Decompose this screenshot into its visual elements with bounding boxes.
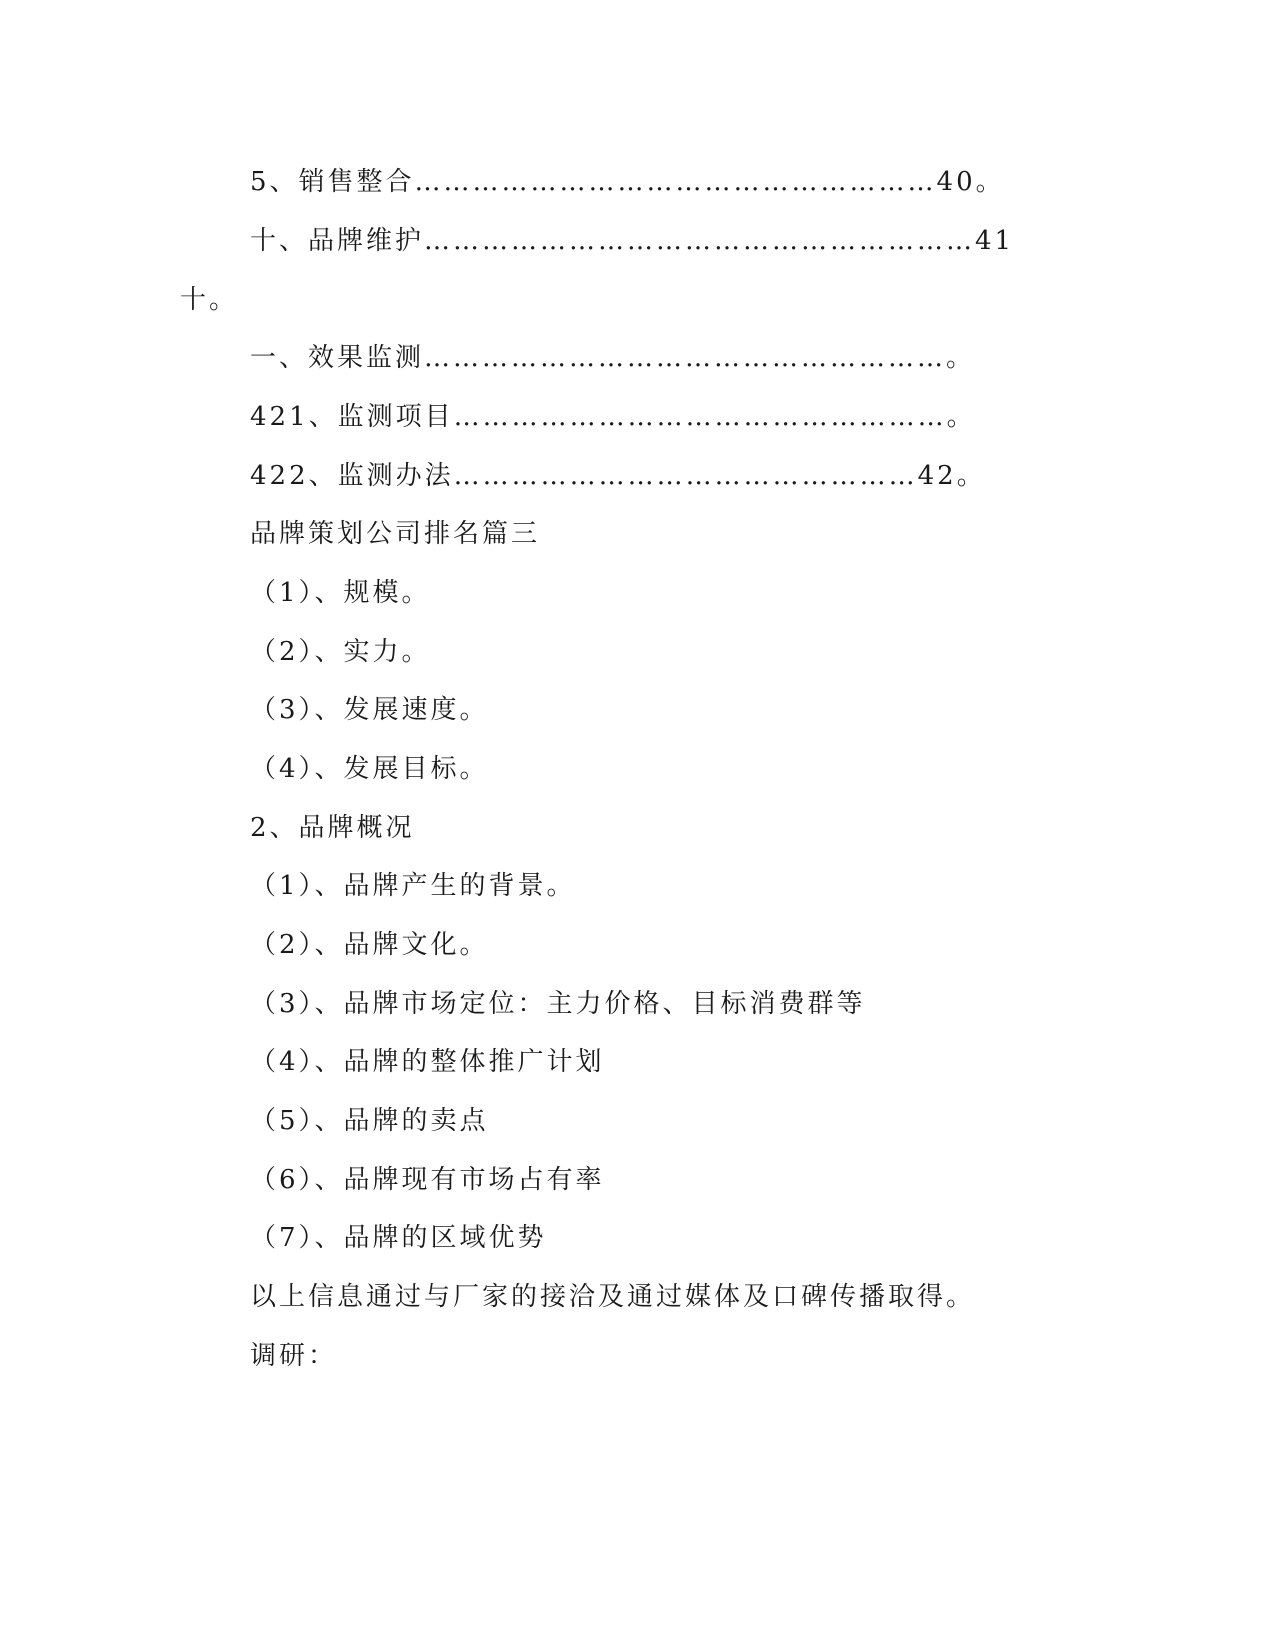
paragraph: 调研： [250, 1341, 338, 1371]
list-item: （2）、品牌文化。 [250, 930, 489, 960]
list-item: （3）、品牌市场定位：主力价格、目标消费群等 [250, 989, 866, 1019]
toc-line-monitoring-methods: 422、监测办法…………………………………………42。 [250, 461, 986, 491]
section-heading: 品牌策划公司排名篇三 [250, 519, 541, 549]
toc-line-brand-maintenance: 十、品牌维护…………………………………………………41 [250, 226, 1015, 256]
list-item: （3）、发展速度。 [250, 695, 489, 725]
list-item: （1）、品牌产生的背景。 [250, 871, 576, 901]
list-item: （1）、规模。 [250, 578, 431, 608]
list-item: （7）、品牌的区域优势 [250, 1223, 547, 1253]
list-item: （4）、品牌的整体推广计划 [250, 1047, 605, 1077]
list-item: （6）、品牌现有市场占有率 [250, 1165, 605, 1195]
list-item: （4）、发展目标。 [250, 754, 489, 784]
toc-line-monitoring-items: 421、监测项目……………………………………………。 [250, 402, 976, 432]
toc-line-sales-integration: 5、销售整合………………………………………………40。 [250, 167, 1005, 197]
subsection-heading: 2、品牌概况 [250, 813, 415, 843]
list-item: （5）、品牌的卖点 [250, 1106, 489, 1136]
paragraph: 以上信息通过与厂家的接洽及通过媒体及口碑传播取得。 [250, 1282, 976, 1312]
toc-line-wrap: 十。 [180, 285, 239, 315]
toc-line-effect-monitoring: 一、效果监测………………………………………………。 [250, 343, 976, 373]
list-item: （2）、实力。 [250, 637, 431, 667]
